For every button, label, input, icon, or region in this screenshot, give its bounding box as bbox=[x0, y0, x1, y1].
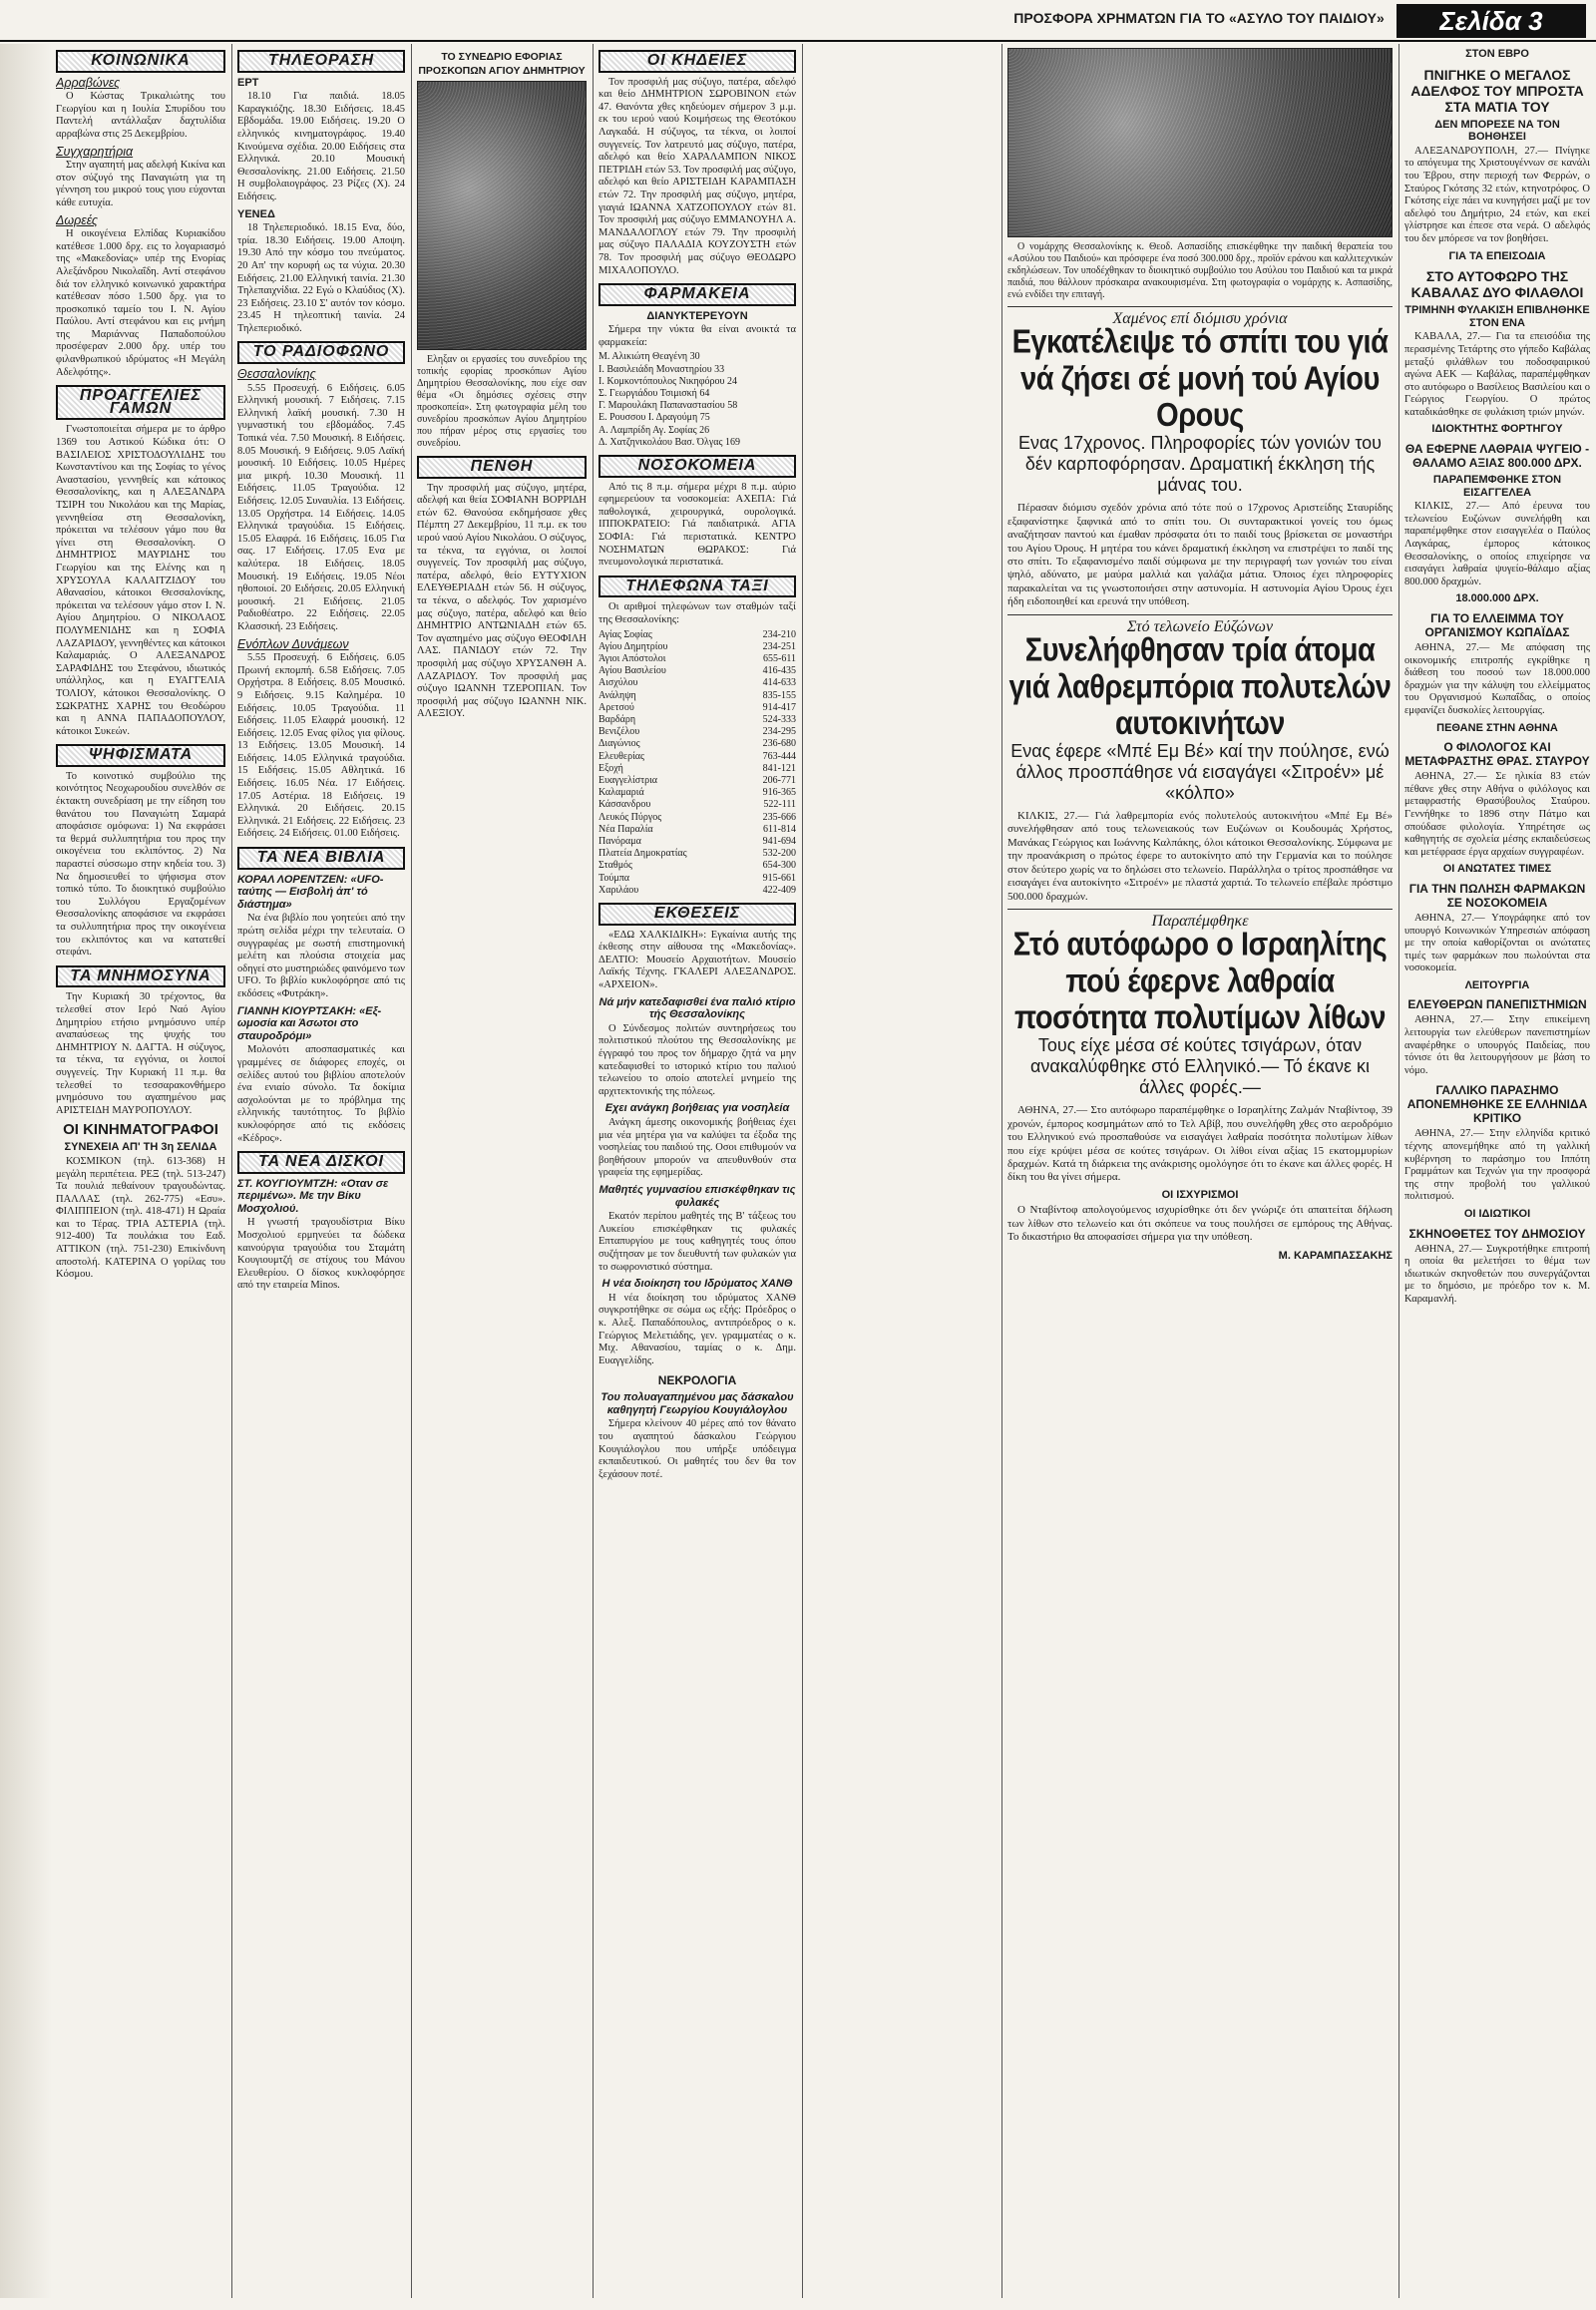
divider bbox=[1007, 909, 1393, 910]
taxi-stand-number: 941-694 bbox=[762, 836, 796, 848]
scouts-photo-title: ΤΟ ΣΥΝΕΔΡΙΟ ΕΦΟΡΙΑΣ ΠΡΟΣΚΟΠΩΝ ΑΓΙΟΥ ΔΗΜΗΤΡΙΟΥ bbox=[418, 51, 586, 77]
taxi-stand-number: 234-210 bbox=[762, 628, 796, 640]
pharmacy-list bbox=[598, 351, 796, 449]
taxi-stand-number: 524-333 bbox=[762, 714, 796, 726]
taxi-stand-name: Πανόραμα bbox=[598, 836, 641, 848]
section-title-funerals: ΟΙ ΚΗΔΕΙΕΣ bbox=[598, 50, 796, 73]
brief3-text: ΚΙΛΚΙΣ, 27.— Από έρευνα του τελωνείου Ευζώνων συνελήφθη και παραπέμφθηκε στον εισαγγελέα ο Παύλος Λαγκάρας, έμπορος κάτοικος Θεσσαλονίκης, ο οποίος επιχείρησε να εισαγάγει λαθραία ψυγείο-θάλαμο αξίας 800.000 δραχμών. bbox=[1404, 501, 1590, 587]
brief3-headline: ΘΑ ΕΦΕΡΝΕ ΛΑΘΡΑΙΑ ΨΥΓΕΙΟ - ΘΑΛΑΜΟ ΑΞΙΑΣ 800.000 ΔΡΧ. bbox=[1404, 442, 1590, 471]
taxi-stand-name: Άγιοι Απόστολοι bbox=[598, 653, 666, 665]
section-title-radio: ΤΟ ΡΑΔΙΟΦΩΝΟ bbox=[237, 341, 405, 364]
taxi-stand-number: 236-680 bbox=[762, 738, 796, 750]
taxi-stand-name: Διαγώνιος bbox=[598, 738, 640, 750]
brief6-headline: ΓΙΑ ΤΗΝ ΠΩΛΗΣΗ ΦΑΡΜΑΚΩΝ ΣΕ ΝΟΣΟΚΟΜΕΙΑ bbox=[1408, 881, 1586, 910]
taxi-stand-number: 522-111 bbox=[763, 799, 796, 811]
column-divider bbox=[593, 44, 594, 2298]
brief9-text: ΑΘΗΝΑ, 27.— Συγκροτήθηκε επιτροπή η οποία θα μελετήσει το θέμα των ιδιωτικών σκηνοθετών που συνεργάζονται με το δημόσιο, με πρόεδρο τον κ. Μ. Καραμανλή. bbox=[1404, 1243, 1590, 1305]
section-title-memorials: ΤΑ ΜΝΗΜΟΣΥΝΑ bbox=[56, 965, 225, 988]
brief4-headline: ΓΙΑ ΤΟ ΕΛΛΕΙΜΜΑ ΤΟΥ ΟΡΓΑΝΙΣΜΟΥ ΚΩΠΑΪΔΑΣ bbox=[1424, 611, 1570, 639]
taxi-stand-number: 914-417 bbox=[762, 701, 796, 713]
resolutions-text: Το κοινοτικό συμβούλιο της κοινότητος Νεοχωρουδίου συνελθόν σε έκτακτη συνεδρίαση με την είδηση του θανάτου του Παναγιώτη Σαμαρά αποφάσισε ομόφωνα: 1) Να εκφράσει τα θερμά συλλυπητήρια του προς την οικογένεια του εκλιπόντος. 2) Να παραστεί σύσσωμο στην κηδεία του. 3) Να δημοσιευθεί το ψήφισμα στον τοπικό τύπο. Το διοικητικό συμβούλιο του Συλλόγου Εργαζομένων Θεσσαλονίκης αποφάσισε να εκφράσει τα συλλυπητήρια προς την οικογένεια του εκλιπόντος και να κατατεθεί στεφάνι. bbox=[56, 770, 225, 959]
radio-thessaloniki-schedule: 5.55 Προσευχή. 6 Ειδήσεις. 6.05 Ελληνική μουσική. 7 Ειδήσεις. 7.15 Ελληνική λαϊκή μουσική. 7.30 Η γυμναστική του εβδομάδος. 7.45 Τοπικά νέα. 7.50 Μουσική. 8 Ειδήσεις. 8.05 Μουσική. 9 Ειδήσεις. 9.05 Λαϊκή μουσική. 10 Ειδήσεις. 10.05 Ημέρες μια μικρή. 10.30 Μουσική. 11 Ειδήσεις. 11.05 Τραγούδια. 12 Ειδήσεις. 12.05 Συναυλία. 13 Ειδήσεις. 13.05 Ορχήστρα. 14 Ειδήσεις. 14.05 Ελληνικά τραγούδια. 15 Ειδήσεις. 15.05 Ελαφρά. 16 Ειδήσεις. 16.05 Για σας. 17 Ειδήσεις. 17.05 Ενα με καλύτερα. 18 Ειδήσεις. 18.05 Μουσική. 19 Ειδήσεις. 19.05 Νέοι ηθοποιοί. 20 Ειδήσεις. 20.05 Ελληνική μουσική. 21 Ειδήσεις. 21.05 Ραδιοθέατρο. 22 Ειδήσεις. 22.05 Κλασσική. 23 Ειδήσεις. bbox=[237, 382, 405, 632]
brief6-text: ΑΘΗΝΑ, 27.— Υπογράφηκε από τον υπουργό Κοινωνικών Υπηρεσιών απόφαση με την οποία καθορίζονται οι ανώτατες τιμές των φαρμάκων που πωλούνται στα νοσοκομεία. bbox=[1404, 912, 1590, 974]
pharmacy-item: Ι. Κομκοντόπουλος Νικηφόρου 24 bbox=[598, 375, 737, 387]
story3-subhead: ΟΙ ΙΣΧΥΡΙΣΜΟΙ bbox=[1161, 1188, 1239, 1201]
yened-label: ΥΕΝΕΔ bbox=[237, 207, 275, 220]
taxi-stand-name: Βαρδάρη bbox=[598, 714, 636, 726]
brief1-headline: ΠΝΙΓΗΚΕ Ο ΜΕΓΑΛΟΣ ΑΔΕΛΦΟΣ ΤΟΥ ΜΠΡΟΣΤΑ ΣΤΑ ΜΑΤΙΑ ΤΟΥ bbox=[1410, 66, 1584, 115]
taxi-stand-name: Ευαγγελίστρια bbox=[598, 775, 658, 787]
pharmacy-item: Γ. Μαρουλάκη Παπαναστασίου 58 bbox=[598, 400, 738, 412]
memorials-text: Την Κυριακή 30 τρέχοντος, θα τελεσθεί στον Ιερό Ναό Αγίου Δημητρίου ετήσιο μνημόσυνο υπέρ αναπαύσεως της ψυχής του ΔΗΜΗΤΡΙΟΥ Ν. ΔΑΓΤΑ. Η σύζυγος, τα τέκνα, τα εγγόνια, οι λοιποί συγγενείς. Την Κυριακή 11 π.μ. θα τελεσθεί το τεσσαρακονθήμερο μνημόσυνο του αγαπημένου μας ΑΡΙΣΤΕΙΔΗ ΜΑΥΡΟΠΟΥΛΟΥ. bbox=[56, 991, 225, 1116]
taxi-phone-row bbox=[598, 629, 796, 641]
taxi-stand-number: 654-300 bbox=[762, 860, 796, 872]
section-title-new-records: ΤΑ ΝΕΑ ΔΙΣΚΟΙ bbox=[237, 1151, 405, 1174]
author-byline: Μ. ΚΑΡΑΜΠΑΣΣΑΚΗΣ bbox=[1278, 1250, 1393, 1263]
news2-title: Εχει ανάγκη βοήθειας για νοσηλεία bbox=[604, 1102, 790, 1115]
divider bbox=[1007, 306, 1393, 307]
nomarch-photo-caption: Ο νομάρχης Θεσσαλονίκης κ. Θεοδ. Ασπασίδης επισκέφθηκε την παιδική θεραπεία του «Ασύλου του Παιδιού» και πρόσφερε ένα ποσό 300.000 δρχ., προϊόν εράνου και καλλιτεχνικών εκδηλώσεων. Τον υποδέχθηκαν το διοικητικό συμβούλιο του Ασύλου του Παιδιού και τα μικρά παιδιά, που θάλλουν πρόσκαιρα ανακουφισμένα. Στη φωτογραφία ο νομάρχης κ. Ασπασίδης, ενώ ενδίδει την επιταγή. bbox=[1007, 241, 1393, 300]
news3-text: Εκατόν περίπου μαθητές της Β' τάξεως του Λυκείου επισκέφθηκαν τις φυλακές Επταπυργίου με τους καθηγητές τους όπου συζήτησαν με τον διευθυντή των φυλακών για το σωφρονιστικό σύστημα. bbox=[598, 1211, 796, 1273]
taxi-phone-row bbox=[598, 799, 796, 811]
top-headline: ΠΡΟΣΦΟΡΑ ΧΡΗΜΑΤΩΝ ΓΙΑ ΤΟ «ΑΣΥΛΟ ΤΟΥ ΠΑΙΔΙΟΥ» bbox=[1013, 10, 1385, 26]
section-title-exhibitions: ΕΚΘΕΣΕΙΣ bbox=[598, 903, 796, 926]
taxi-phone-row bbox=[598, 836, 796, 848]
taxi-stand-name: Αγίας Σοφίας bbox=[598, 628, 652, 640]
engagements-text: Ο Κώστας Τρικαλιώτης του Γεωργίου και η Ιουλία Σπυρίδου του Παντελή αντάλλαξαν δαχτυλίδια αρραβώνα στις 25 Δεκεμβρίου. bbox=[56, 91, 225, 140]
taxi-phone-row bbox=[598, 690, 796, 702]
ert-label: ΕΡΤ bbox=[237, 76, 259, 89]
story1-kicker: Χαμένος επί διόμισυ χρόνια bbox=[1112, 310, 1288, 327]
pharmacies-intro: Σήμερα την νύκτα θα είναι ανοικτά τα φαρμακεία: bbox=[598, 324, 796, 348]
story3-body: ΑΘΗΝΑ, 27.— Στο αυτόφωρο παραπέμφθηκε ο Ισραηλίτης Ζαλμάν Νταβίντοφ, 39 χρονών, έμπορος κοσμημάτων από το Τελ Αβίβ, που συνελήφθη χθες στο αεροδρόμιο του Ελληνικού ενώ προσπαθούσε να εισαγάγει λαθραία ποσότητα πολυτίμων λίθων που είχε κρύψει μέσα σε κούτες τσιγάρων. Οι λίθοι είναι αξίας 15 εκατομμυρίων δραχμών. Κατά τη διάρκεια της ανάκρισης ομολόγησε ότι το έκανε και άλλες φορές. Η δίκη του θα γίνει σήμερα. bbox=[1007, 1104, 1393, 1184]
pharmacy-item: Δ. Χατζηνικολάου Βασ. Όλγας 169 bbox=[598, 436, 740, 448]
taxi-stand-number: 916-365 bbox=[762, 787, 796, 799]
brief7-headline: ΕΛΕΥΘΕΡΩΝ ΠΑΝΕΠΙΣΤΗΜΙΩΝ bbox=[1407, 997, 1587, 1012]
scouts-photo-caption: Εληξαν οι εργασίες του συνεδρίου της τοπικής εφορίας προσκόπων Αγίου Δημητρίου Θεσσαλονίκης, που είχε σαν θέμα «Οι δημόσιες σχέσεις στην προσκοπεία». Στη φωτογραφία μέλη του συνεδρίου προσκόπων Αγίου Δημητρίου που πήραν μέρος στις εργασίες του συνεδρίου. bbox=[417, 354, 587, 449]
brief2-headline: ΣΤΟ ΑΥΤΟΦΩΡΟ ΤΗΣ ΚΑΒΑΛΑΣ ΔΥΟ ΦΙΛΑΘΛΟΙ bbox=[1410, 268, 1584, 301]
section-title-television: ΤΗΛΕΟΡΑΣΗ bbox=[237, 50, 405, 73]
story1-body: Πέρασαν διόμισυ σχεδόν χρόνια από τότε πού ο 17χρονος Αριστείδης Σταυρίδης εξαφανίστηκε ξαφνικά από το σπίτι του. Οι συνταρακτικοί γονείς του όμως αναζήτησαν παντού και έμαθαν πρόσφατα ότι το παιδί τους βρίσκεται σε μοναστήρι του Αγίου Όρους. Η μητέρα του κάνει δραματική έκκληση να επιστρέψει το παιδί της στο σπίτι. Το εξαφανισμένο παιδί σύμφωνα με την περιγραφή των γονιών του είναι ψηλό, αδύνατο, με μαύρα μαλλιά και γαλάζια μάτια. Όποιος έχει πληροφορίες παρακαλείται να τις γνωστοποιήσει στην αστυνομία. Η αστυνομία Αγίου Όρους έχει ήδη ειδοποιηθεί και ερευνά την υπόθεση. bbox=[1007, 502, 1393, 608]
column-divider bbox=[1001, 44, 1002, 2298]
taxi-stand-number: 206-771 bbox=[762, 775, 796, 787]
record1-review: Η γνωστή τραγουδίστρια Βίκυ Μοσχολιού ερμηνεύει τα δώδεκα καινούργια τραγούδια του Σταμάτη Κουγιουμτζή σε στίχους του Μάνου Ελευθερίου. Ο δίσκος κυκλοφόρησε από την εταιρεία Minos. bbox=[237, 1217, 405, 1292]
brief7-text: ΑΘΗΝΑ, 27.— Στην επικείμενη λειτουργία των ελεύθερων πανεπιστημίων αναφέρθηκε ο υπουργός Παιδείας, που τόνισε ότι θα λειτουργήσουν με βάση το νόμο. bbox=[1404, 1014, 1590, 1076]
obituary-text: Σήμερα κλείνουν 40 μέρες από τον θάνατο του αγαπητού δάσκαλου Γεώργιου Κουγιάλογλου που υπήρξε υπόδειγμα εκπαιδευτικού. Οι μαθητές του δεν θα τον ξεχάσουν ποτέ. bbox=[598, 1418, 796, 1480]
news4-title: Η νέα διοίκηση του Ιδρύματος ΧΑΝΘ bbox=[601, 1278, 793, 1291]
cinemas-text: ΚΟΣΜΙΚΟΝ (τηλ. 613-368) Η μεγάλη περιπέτεια. ΡΕΞ (τηλ. 513-247) Τα πουλιά πεθαίνουν τραγουδώντας. ΠΑΛΛΑΣ (τηλ. 262-775) «Εσυ». ΦΙΛΙΠΠΕΙΟΝ (τηλ. 418-471) Η Ωραία και το Τέρας. ΤΡΙΑ ΑΣΤΕΡΙΑ (τηλ. 912-400) Τα πουλάκια του Εαδ. ΑΤΤΙΚΟΝ (τηλ. 751-230) Επικίνδυνη αποστολή. ΚΑΤΕΡΙΝΑ Ο γορίλας του Κόσμου. bbox=[56, 1155, 225, 1281]
taxi-stand-number: 422-409 bbox=[762, 884, 796, 896]
brief6-kicker: ΟΙ ΑΝΩΤΑΤΕΣ ΤΙΜΕΣ bbox=[1442, 863, 1552, 876]
hospitals-text: Από τις 8 π.μ. σήμερα μέχρι 8 π.μ. αύριο εφημερεύουν τα νοσοκομεία: ΑΧΕΠΑ: Γιά παθολογικά, χειρουργικά, ουρολογικά. ΙΠΠΟΚΡΑΤΕΙΟ: Γιά παιδιατρικά. ΑΓΙΑ ΣΟΦΙΑ: Γιά περιστατικά. ΚΕΝΤΡΟ ΝΟΣΗΜΑΤΩΝ ΘΩΡΑΚΟΣ: Γιά πνευμονολογικά περιστατικά. bbox=[598, 481, 796, 569]
taxi-stand-name: Νέα Παραλία bbox=[598, 823, 653, 835]
section-title-resolutions: ΨΗΦΙΣΜΑΤΑ bbox=[56, 744, 225, 767]
brief1-text: ΑΛΕΞΑΝΔΡΟΥΠΟΛΗ, 27.— Πνίγηκε το απόγευμα της Χριστουγέννων σε κανάλι του Έβρου, στην περιοχή των Φερρών, ο Σταύρος Γκότσης 32 ετών, κτηνοτρόφος. Ο Γκότσης είχε πάει να κυνηγήσει μαζί με τον αδελφό του Δημήτριο, 24 ετών, και εκεί γλίστρησε και έπεσε στα νερά. Ο αδελφός του δεν μπόρεσε να τον βοηθήσει. bbox=[1404, 145, 1590, 244]
story1-deck: Ενας 17χρονος. Πληροφορίες τών γονιών του δέν καρποφόρησαν. Δραματική έκκληση τής μάνας του. bbox=[1017, 433, 1383, 496]
taxi-stand-number: 414-633 bbox=[762, 677, 796, 689]
brief4-kicker: 18.000.000 ΔΡΧ. bbox=[1455, 592, 1539, 605]
page-gutter bbox=[0, 44, 52, 2298]
taxi-stand-name: Αρετσού bbox=[598, 701, 634, 713]
taxi-phone-row bbox=[598, 848, 796, 860]
scouts-group-photo bbox=[417, 81, 587, 350]
story2-headline: Συνελήφθησαν τρία άτομα γιά λαθρεμπόρια πολυτελών αυτοκινήτων bbox=[1008, 631, 1392, 743]
taxi-stand-name: Εξοχή bbox=[598, 762, 623, 774]
taxi-stand-name: Ανάληψη bbox=[598, 689, 636, 701]
brief3-subhead: ΠΑΡΑΠΕΜΦΘΗΚΕ ΣΤΟΝ ΕΙΣΑΓΓΕΛΕΑ bbox=[1432, 474, 1562, 499]
pharmacies-subhead: ΔΙΑΝΥΚΤΕΡΕΥΟΥΝ bbox=[646, 309, 748, 322]
taxi-stand-number: 235-666 bbox=[762, 811, 796, 823]
book2-title: ΓΙΑΝΝΗ ΚΙΟΥΡΤΣΑΚΗ: «Εξ-ωμοσία και Άσωτοι στο σταυροδρόμι» bbox=[237, 1004, 382, 1042]
taxi-stand-number: 611-814 bbox=[763, 823, 796, 835]
marriages-text: Γνωστοποιείται σήμερα με το άρθρο 1369 του Αστικού Κώδικα ότι: Ο ΒΑΣΙΛΕΙΟΣ ΧΡΙΣΤΟΔΟΥΛΙΔΗΣ του Κωνσταντίνου και της Σοφίας το γένος Αναστασίου, γεννηθείς και κάτοικος Θεσσαλονίκης, και η ΑΛΕΞΑΝΔΡΑ ΤΣΙΡΗ του Νικολάου και της Μαρίας, γεννηθείσα στη Θεσσαλονίκη, πρόκειται να τελέσουν γάμο που θα γίνει στη Θεσσαλονίκη. Ο ΔΗΜΗΤΡΙΟΣ ΜΑΥΡΙΔΗΣ του Γεωργίου και της Ελένης και η ΧΡΥΣΟΥΛΑ ΚΑΛΑΙΤΖΙΔΟΥ του Αθανασίου, κάτοικοι Θεσσαλονίκης, πρόκειται να τελέσουν γάμο στον Ι. Ν. Αγίου Δημητρίου. Ο ΝΙΚΟΛΑΟΣ ΠΟΛΥΜΕΝΙΔΗΣ και η ΣΟΦΙΑ ΛΑΖΑΡΙΔΟΥ, γεννηθέντες και κάτοικοι Καλαμαριάς. Ο ΑΛΕΞΑΝΔΡΟΣ ΣΑΡΑΦΙΔΗΣ του Στεφάνου, ιδιωτικός υπάλληλος, και η ΕΥΑΓΓΕΛΙΑ ΤΟΛΙΟΥ, κάτοικοι Θεσσαλονίκης. Ο ΣΩΚΡΑΤΗΣ ΧΑΡΗΣ του Θεοδώρου και η ΑΝΝΑ ΠΑΠΑΔΟΠΟΥΛΟΥ, κάτοικοι Συκεών. bbox=[56, 424, 225, 737]
exhibitions-text: «ΕΔΩ ΧΑΛΚΙΔΙΚΗ»: Εγκαίνια αυτής της έκθεσης στην αίθουσα της «Μακεδονίας». ΔΕΛΤΙΟ: Μουσείο Αρχαιοτήτων. Μουσείο Λαϊκής Τέχνης. ΓΚΑΛΕΡΙ ΑΛΕΞΑΝΔΡΟΣ. «ΑΡΧΕΙΟΝ». bbox=[598, 929, 796, 991]
nomarch-donation-photo bbox=[1007, 48, 1393, 237]
column-social bbox=[56, 44, 225, 2298]
taxi-phone-row bbox=[598, 885, 796, 897]
obituary-title: Του πολυαγαπημένου μας δάσκαλου καθηγητή Γεωργίου Κουγιάλογλου bbox=[600, 1391, 794, 1416]
taxi-phone-row bbox=[598, 714, 796, 726]
pharmacy-item: Σ. Γεωργιάδου Τσιμισκή 64 bbox=[598, 388, 710, 400]
taxi-stand-name: Αγίου Βασιλείου bbox=[598, 665, 666, 677]
pharmacy-item: Μ. Αλικιώτη Θεαγένη 30 bbox=[598, 351, 700, 363]
taxi-phone-row bbox=[598, 641, 796, 653]
brief7-kicker: ΛΕΙΤΟΥΡΓΙΑ bbox=[1464, 978, 1530, 991]
column-divider bbox=[231, 44, 232, 2298]
story2-deck: Ενας έφερε «Μπέ Εμ Βέ» καί την πούλησε, ενώ άλλος προσπάθησε νά εισαγάγει «Σιτροέν» μέ «κόλπο» bbox=[1010, 741, 1390, 804]
donations-text: Η οικογένεια Ελπίδας Κυριακίδου κατέθεσε 1.000 δρχ. εις το λογαριασμό της «Μακεδονίας» υπέρ της Ενορίας Αλεξάνδρου Νικολαΐδη. Αντί στεφάνου διά τον ελληνικό κοινωνικό χαρακτήρα κατέθεσαν πόσο 1.500 δρχ. για το προσκοπικό ταμείο του Ι. Ν. Αγίου Παύλου. Αντί στεφάνου και εις μνήμη της Μαριάννας Παπαδοπούλου προσέφεραν 2.000 δρχ. υπέρ του φιλανθρωπικού ιδρύματος «Η Μεγάλη Αδελφότης». bbox=[56, 228, 225, 378]
story3-headline: Στό αυτόφωρο ο Ισραηλίτης πού έφερνε λαθραία ποσότητα πολυτίμων λίθων bbox=[1012, 927, 1388, 1037]
taxi-phone-row bbox=[598, 677, 796, 689]
column-services bbox=[598, 44, 796, 2298]
brief2-kicker: ΓΙΑ ΤΑ ΕΠΕΙΣΟΔΙΑ bbox=[1448, 249, 1546, 262]
taxi-stand-number: 835-155 bbox=[762, 689, 796, 701]
column-divider bbox=[1398, 44, 1399, 2298]
taxi-stand-name: Πλατεία Δημοκρατίας bbox=[598, 848, 687, 860]
subhead-donations: Δωρεές bbox=[56, 212, 99, 227]
story3-deck: Τους είχε μέσα σέ κούτες τσιγάρων, όταν ανακαλύφθηκε στό Ελληνικό.— Τό έκανε κι άλλες φορές.— bbox=[1029, 1035, 1371, 1098]
taxi-stand-number: 763-444 bbox=[762, 750, 796, 762]
taxi-phone-row bbox=[598, 763, 796, 775]
column-divider bbox=[802, 44, 803, 2298]
book1-review: Να ένα βιβλίο που γοητεύει από την πρώτη σελίδα μέχρι την τελευταία. Ο συγγραφέας με σωστή επιστημονική μελέτη και πλούσια στοιχεία μας οδηγεί στο μυστηριώδες φαινόμενο των UFO. Το βιβλίο κυκλοφόρησε από τις εκδόσεις «Φυτράκη». bbox=[237, 913, 405, 999]
taxi-stand-number: 234-295 bbox=[762, 726, 796, 738]
column-broadcast bbox=[237, 44, 405, 2298]
taxi-stand-name: Ελευθερίας bbox=[598, 750, 644, 762]
book2-review: Μολονότι αποσπασματικές και γραμμένες σε διάφορες εποχές, οι σελίδες αυτού του βιβλίου αποτελούν ένα ενιαίο σύνολο. Τα δοκίμια ασχολούνται με το πρόβλημα της ελληνικής ταυτότητος. Το βιβλίο κυκλοφόρησε από τις εκδόσεις «Κέδρος». bbox=[237, 1044, 405, 1144]
story1-headline: Εγκατέλειψε τό σπίτι του γιά νά ζήσει σέ μονή τού Αγίου Ορους bbox=[1011, 324, 1389, 435]
taxi-stand-number: 841-121 bbox=[762, 762, 796, 774]
taxi-phone-row bbox=[598, 873, 796, 885]
taxi-stand-name: Σταθμός bbox=[598, 860, 633, 872]
brief9-headline: ΣΚΗΝΟΘΕΤΕΣ ΤΟΥ ΔΗΜΟΣΙΟΥ bbox=[1408, 1226, 1586, 1241]
pharmacy-item: Ε. Ρουσσου Ι. Δραγούμη 75 bbox=[598, 412, 710, 424]
taxi-phone-row bbox=[598, 653, 796, 665]
radio-thessaloniki-label: Θεσσαλονίκης bbox=[237, 367, 316, 382]
news1-title: Νά μήν κατεδαφισθεί ένα παλιό κτίριο τής Θεσσαλονίκης bbox=[598, 995, 796, 1021]
story2-body: ΚΙΛΚΙΣ, 27.— Γιά λαθρεμπορία ενός πολυτελούς αυτοκινήτου «Μπέ Εμ Βέ» συνελήφθησαν από τους τελωνειακούς των Ευζώνων οι Κουδουμάς Χρήστος, Μανάκας Γεώργιος και Ιωάννης Καλπάκης, όλοι κάτοικοι Θεσσαλονίκης. Σύμφωνα με την προανάκριση ο πρώτος έφερε το αυτοκίνητο από την Γερμανία και το πούλησε στον δεύτερο χωρίς να το δηλώσει στο τελωνείο. Παράλληλα ο τρίτος προσπάθησε να εισαγάγει ένα αυτοκίνητο «Σιτροέν» με πλαστά χαρτιά. Το τελωνείο επέβαλε πρόστιμο 500.000 δραχμών. bbox=[1007, 810, 1393, 903]
taxi-stand-name: Καλαμαριά bbox=[598, 787, 644, 799]
taxi-phone-row bbox=[598, 775, 796, 787]
section-title-pharmacies: ΦΑΡΜΑΚΕΙΑ bbox=[598, 283, 796, 306]
mourning-notices: Την προσφιλή μας σύζυγο, μητέρα, αδελφή και θεία ΣΟΦΙΑΝΗ ΒΟΡΡΙΔΗ ετών 62. Θανούσα εκδημήσασε χθες Πέμπτη 27 Δεκεμβρίου, 11 π.μ. εκ του ιερού ναού Αγίου Νικολάου. Ο σύζυγος, τα τέκνα, τα εγγόνια, οι λοιποί συγγενείς. Τον προσφιλή μας σύζυγο, πατέρα, αδελφό, θείο ΕΥΤΥΧΙΟΝ ΕΛΕΥΘΕΡΙΑΔΗ ετών 56. Η σύζυγος, τα τέκνα, ο αδελφός. Τον χαρισμένο μας σύζυγο, πατέρα, αδελφό και θείο ΔΗΜΗΤΡΙΟ ΑΝΤΩΝΙΑΔΗ ετών 65. Τον αγαπημένο μας σύζυγο ΘΕΟΦΙΛΗ ΛΑΣ. ΠΑΝΙΔΟΥ ετών 72. Την προσφιλή μας σύζυγο ΧΡΥΣΑΝΘΗ Α. ΛΑΖΑΡΙΔΟΥ. Τον προσφιλή μας σύζυγο ΙΩΑΝΝΗ ΤΖΕΡΟΠΙΑΝ. Τον προσφιλή μας σύζυγο ΙΩΑΝΝΗ ΝΙΚ. ΑΛΕΞΙΟΥ. bbox=[417, 482, 587, 720]
brief9-kicker: ΟΙ ΙΔΙΩΤΙΚΟΙ bbox=[1463, 1208, 1531, 1220]
taxi-stand-name: Λευκός Πύργος bbox=[598, 811, 662, 823]
taxi-phone-row bbox=[598, 751, 796, 763]
taxi-phone-row bbox=[598, 860, 796, 872]
brief2-subhead: ΤΡΙΜΗΝΗ ΦΥΛΑΚΙΣΗ ΕΠΙΒΛΗΘΗΚΕ ΣΤΟΝ ΕΝΑ bbox=[1404, 304, 1590, 329]
taxi-stand-number: 416-435 bbox=[762, 665, 796, 677]
section-title-marriages: ΠΡΟΑΓΓΕΛΙΕΣ ΓΑΜΩΝ bbox=[56, 385, 225, 420]
section-title-taxi-phones: ΤΗΛΕΦΩΝΑ ΤΑΞΙ bbox=[598, 576, 796, 598]
taxi-phone-row bbox=[598, 824, 796, 836]
divider bbox=[1007, 614, 1393, 615]
taxi-stand-number: 915-661 bbox=[762, 872, 796, 884]
column-divider bbox=[411, 44, 412, 2298]
column-scouts-deaths bbox=[417, 44, 587, 2298]
brief5-headline: Ο ΦΙΛΟΛΟΓΟΣ ΚΑΙ ΜΕΤΑΦΡΑΣΤΗΣ ΘΡΑΣ. ΣΤΑΥΡΟΥ bbox=[1404, 740, 1590, 769]
yened-schedule: 18 Τηλεπεριοδικό. 18.15 Ενα, δύο, τρία. 18.30 Ειδήσεις. 19.00 Αποψη. 19.30 Από την κόσμο του πνεύματος. 20 Απ' την κορυφή ως τα νύχια. 20.30 Ειδήσεις. 21.00 Ελληνική ταινία. 21.30 Τηλεπαιχνίδια. 22 Εγώ ο Κλαύδιος (Χ). 23 Ειδήσεις. 23.10 Σ' αυτόν τον κόσμο. 23.45 Η τηλεοπτική ταινία. 24 Τηλεπεριοδικό. bbox=[237, 222, 405, 334]
record1-title: ΣΤ. ΚΟΥΓΙΟΥΜΤΖΗ: «Οταν σε περιμένω». Με την Βίκυ Μοσχολιού. bbox=[237, 1177, 389, 1215]
taxi-stand-number: 234-251 bbox=[762, 640, 796, 652]
radio-armed-forces-schedule: 5.55 Προσευχή. 6 Ειδήσεις. 6.05 Πρωινή εκπομπή. 6.58 Ειδήσεις. 7.05 Ορχήστρα. 8 Ειδήσεις. 8.05 Μουσικό. 9 Ειδήσεις. 9.15 Καλημέρα. 10 Ειδήσεις. 10.05 Τραγούδια. 11 Ειδήσεις. 11.05 Ελαφρά μουσική. 12 Ειδήσεις. 12.05 Ενας φίλος για φίλους. 13 Ειδήσεις. 13.05 Μουσική. 14 Ειδήσεις. 14.05 Ελληνικά τραγούδια. 15 Ειδήσεις. 15.05 Αθλητικά. 16 Ειδήσεις. 16.05 Νέα. 17 Ειδήσεις. 17.05 Αστέρια. 18 Ειδήσεις. 19 Ελληνικά. 20 Ειδήσεις. 20.15 Ελληνικά. 21 Ειδήσεις. 22 Ειδήσεις. 23 Ειδήσεις. 24 Ειδήσεις. 01.00 Ειδήσεις. bbox=[237, 652, 405, 840]
subhead-engagements: Αρραβώνες bbox=[56, 75, 121, 90]
section-title-cinemas: ΟΙ ΚΙΝΗΜΑΤΟΓΡΑΦΟΙ bbox=[63, 1121, 218, 1139]
taxi-phone-row bbox=[598, 738, 796, 750]
brief1-subhead: ΔΕΝ ΜΠΟΡΕΣΕ ΝΑ ΤΟΝ ΒΟΗΘΗΣΕΙ bbox=[1434, 118, 1560, 144]
column-briefs bbox=[1404, 44, 1590, 2298]
taxi-stand-name: Κάσσανδρου bbox=[598, 799, 651, 811]
taxi-stand-number: 655-611 bbox=[763, 653, 796, 665]
taxi-stand-name: Τούμπα bbox=[598, 872, 630, 884]
brief5-kicker: ΠΕΘΑΝΕ ΣΤΗΝ ΑΘΗΝΑ bbox=[1436, 721, 1558, 734]
news4-text: Η νέα διοίκηση του ιδρύματος ΧΑΝΘ συγκροτήθηκε σε σώμα ως εξής: Πρόεδρος ο κ. Αλεξ. Παπαδόπουλος, αντιπρόεδρος ο κ. Γεώργιος Μελετιάδης, γεν. γραμματέας ο κ. Μιχ. Αθανασίου, ταμίας ο κ. Δημ. Ευαγγελίδης. bbox=[598, 1292, 796, 1366]
taxi-stand-name: Αγίου Δημητρίου bbox=[598, 640, 668, 652]
news3-title: Μαθητές γυμνασίου επισκέφθηκαν τις φυλακές bbox=[598, 1183, 796, 1209]
column-main-stories bbox=[1007, 44, 1393, 2298]
page-label: Σελίδα 3 bbox=[1396, 4, 1586, 38]
taxi-phone-row bbox=[598, 812, 796, 824]
brief2-text: ΚΑΒΑΛΑ, 27.— Για τα επεισόδια της περασμένης Τετάρτης στο γήπεδο Καβάλας μεταξύ φιλάθλων του ποδοσφαιρικού αγώνα ΑΕΚ — Καβάλας, παραπέμφθηκαν στο αυτόφωρο ο Βασίλειος Βασιλείου και ο Γεώργιος Γεωργίου. Ο πρώτος καταδικάσθηκε σε φυλάκιση τριών μηνών. bbox=[1404, 331, 1590, 418]
subhead-congratulations: Συγχαρητήρια bbox=[56, 144, 134, 159]
taxi-phones-intro: Οι αριθμοί τηλεφώνων των σταθμών ταξί της Θεσσαλονίκης: bbox=[598, 601, 796, 626]
brief3-kicker: ΙΔΙΟΚΤΗΤΗΣ ΦΟΡΤΗΓΟΥ bbox=[1431, 423, 1563, 436]
story3-body-continued: Ο Νταβίντοφ απολογούμενος ισχυρίσθηκε ότι δεν γνώριζε ότι απαιτείται δήλωση των λίθων στο τελωνείο και ότι σκόπευε να τους πουλήσει σε εμπόρους της Αθήνας. Το δικαστήριο θα αποφασίσει σήμερα για την υπόθεση. bbox=[1007, 1204, 1393, 1243]
section-title-obituary: ΝΕΚΡΟΛΟΓΙΑ bbox=[657, 1373, 737, 1388]
cinemas-continued: ΣΥΝΕΧΕΙΑ ΑΠ' ΤΗ 3η ΣΕΛΙΔΑ bbox=[64, 1141, 217, 1154]
pharmacy-item: Α. Λαμπρίδη Αγ. Σοφίας 26 bbox=[598, 424, 710, 436]
taxi-phone-list bbox=[598, 629, 796, 897]
taxi-phone-row bbox=[598, 702, 796, 714]
section-title-social: ΚΟΙΝΩΝΙΚΑ bbox=[56, 50, 225, 73]
radio-armed-forces-label: Ενόπλων Δυνάμεων bbox=[237, 636, 349, 651]
masthead bbox=[0, 0, 1596, 44]
news2-text: Ανάγκη άμεσης οικονομικής βοήθειας έχει μια νέα μητέρα για να καλύψει τα έξοδα της νοσηλείας του παιδιού της. Οσοι επιθυμούν να βοηθήσουν μπορούν να απευθυνθούν στα γραφεία της εφημερίδας. bbox=[598, 1117, 796, 1179]
taxi-phone-row bbox=[598, 726, 796, 738]
congratulations-text: Στην αγαπητή μας αδελφή Κικίνα και στον σύζυγό της Παναγιώτη για τη γέννηση του μικρού τους γιου εύχονται κάθε ευτυχία. bbox=[56, 160, 225, 208]
brief8-text: ΑΘΗΝΑ, 27.— Στην ελληνίδα κριτικό τέχνης απονεμήθηκε από τη γαλλική κυβέρνηση το παράσημο του Ιππότη Γραμμάτων και Τεχνών για την προσφορά της στην προβολή του γαλλικού πολιτισμού. bbox=[1404, 1128, 1590, 1203]
taxi-phone-row bbox=[598, 787, 796, 799]
section-title-new-books: ΤΑ ΝΕΑ ΒΙΒΛΙΑ bbox=[237, 847, 405, 870]
brief5-text: ΑΘΗΝΑ, 27.— Σε ηλικία 83 ετών πέθανε χθες στην Αθήνα ο φιλόλογος και μεταφραστής Θρασύβουλος Σταύρου. Γεννήθηκε το 1896 στην Πάτμο και σπούδασε φιλολογία. Υπηρέτησε ως καθηγητής σε σχολεία μέσης εκπαιδεύσεως και μετέφρασε έργα αρχαίων συγγραφέων. bbox=[1404, 771, 1590, 858]
taxi-stand-name: Αισχύλου bbox=[598, 677, 638, 689]
taxi-stand-number: 532-200 bbox=[762, 848, 796, 860]
ert-schedule: 18.10 Για παιδιά. 18.05 Καραγκιόζης. 18.30 Ειδήσεις. 18.45 Εβδομάδα. 19.00 Ειδήσεις. 19.20 Ο ελληνικός κινηματογράφος. 19.40 Κινούμενα σχέδια. 20.00 Ειδήσεις στα Ελληνικά. 20.10 Μουσική Θεσσαλονίκης. 21.00 Ειδήσεις. 21.50 Η συμβολαιογράφος. 23 Ρίζες (Χ). 24 Ειδήσεις. bbox=[237, 91, 405, 202]
section-title-hospitals: ΝΟΣΟΚΟΜΕΙΑ bbox=[598, 455, 796, 478]
brief4-text: ΑΘΗΝΑ, 27.— Με απόφαση της οικονομικής επιτροπής εγκρίθηκε η διάθεση του ποσού των 18.000.000 δραχμών για την κάλυψη του ελλείμματος του Οργανισμού Κωπαΐδας, ο οποίος εμφανίζει δυσκολίες λειτουργίας. bbox=[1404, 642, 1590, 716]
story2-kicker: Στό τελωνείο Εύζώνων bbox=[1126, 617, 1274, 635]
pharmacy-item: Ι. Βασιλειάδη Μοναστηρίου 33 bbox=[598, 363, 725, 375]
taxi-stand-name: Χαριλάου bbox=[598, 884, 639, 896]
section-title-mourning: ΠΕΝΘΗ bbox=[417, 456, 587, 479]
news1-text: Ο Σύνδεσμος πολιτών συντηρήσεως του πολιτιστικού πλούτου της Θεσσαλονίκης με έγγραφό του προς τον δήμαρχο ζητά να μην κατεδαφισθεί το ιστορικό κτίριο του παλιού τελωνείου το οποίο αποτελεί μνημείο της αρχιτεκτονικής της πόλεως. bbox=[598, 1022, 796, 1097]
funeral-notices: Τον προσφιλή μας σύζυγο, πατέρα, αδελφό και θείο ΔΗΜΗΤΡΙΟΝ ΣΩΡΟΒΙΝΟΝ ετών 47. Θανόντα χθες κηδεύομεν σήμερον 3 μ.μ. εκ του ιερού ναού Κοιμήσεως της Θεοτόκου Λαγκαδά. Η σύζυγος, τα τέκνα, οι λοιποί συγγενείς. Τον λατρευτό μας σύζυγο, πατέρα, αδελφό και θείο ΧΑΡΑΛΑΜΠΟΝ ΝΙΚΟΣ ΠΕΤΡΙΔΗ ετών 53. Τον προσφιλή μας σύζυγο, αδελφό και θείο ΑΡΙΣΤΕΙΔΗ ΚΑΡΑΜΠΑΣΗ ετών 72. Την προσφιλή μας σύζυγο, μητέρα, γιαγιά ΙΩΑΝΝΑ ΧΑΤΖΟΠΟΥΛΟΥ ετών 81. Τον προσφιλή μας σύζυγο ΕΜΜΑΝΟΥΗΛ Α. ΜΑΝΔΑΛΟΓΛΟΥ ετών 79. Την προσφιλή μας σύζυγο ΠΑΛΑΔΙΑ ΚΟΥΖΟΥΣΤΗ ετών 78. Τον προσφιλή μας σύζυγο ΘΕΟΔΩΡΟ ΜΙΧΑΛΟΠΟΥΛΟ. bbox=[598, 76, 796, 276]
brief8-headline: ΓΑΛΛΙΚΟ ΠΑΡΑΣΗΜΟ ΑΠΟΝΕΜΗΘΗΚΕ ΣΕ ΕΛΛΗΝΙΔΑ ΚΡΙΤΙΚΟ bbox=[1406, 1083, 1588, 1126]
brief1-kicker: ΣΤΟΝ ΕΒΡΟ bbox=[1465, 48, 1529, 60]
masthead-rule bbox=[0, 40, 1596, 42]
taxi-phone-row bbox=[598, 665, 796, 677]
story3-kicker: Παραπέμφθηκε bbox=[1151, 912, 1249, 930]
book1-title: ΚΟΡΑΛ ΛΟΡΕΝΤΖΕΝ: «UFO-ταύτης — Εισβολή ἀπ' τό διάστημα» bbox=[237, 873, 384, 911]
taxi-stand-name: Βενιζέλου bbox=[598, 726, 640, 738]
